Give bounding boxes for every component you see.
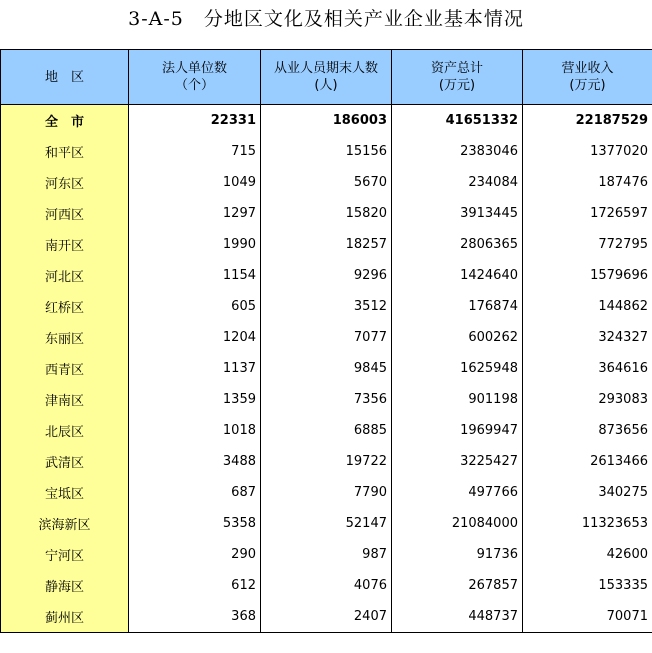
legal-units-cell: 612 [129, 570, 261, 601]
table-row [1, 198, 652, 229]
table-row [1, 322, 652, 353]
employees-cell: 15820 [261, 198, 392, 229]
total-assets-cell: 3913445 [392, 198, 523, 229]
header-revenue [523, 50, 652, 105]
region-cell: 蓟州区 [1, 601, 129, 633]
revenue-cell: 22187529 [523, 105, 652, 137]
legal-units-cell: 1204 [129, 322, 261, 353]
revenue-cell: 144862 [523, 291, 652, 322]
revenue-cell: 42600 [523, 539, 652, 570]
region-cell: 河西区 [1, 198, 129, 229]
region-cell: 津南区 [1, 384, 129, 415]
region-cell: 全 市 [1, 105, 129, 137]
total-assets-cell: 41651332 [392, 105, 523, 137]
region-cell: 宁河区 [1, 539, 129, 570]
total-assets-cell: 3225427 [392, 446, 523, 477]
revenue-cell: 324327 [523, 322, 652, 353]
employees-cell: 18257 [261, 229, 392, 260]
total-assets-cell: 1625948 [392, 353, 523, 384]
header-unit: (万元) [569, 78, 606, 93]
total-assets-cell: 267857 [392, 570, 523, 601]
legal-units-cell: 1154 [129, 260, 261, 291]
table-row [1, 601, 652, 633]
region-cell: 红桥区 [1, 291, 129, 322]
table-header [1, 50, 652, 105]
header-label: 从业人员期末人数 [273, 61, 378, 76]
employees-cell: 19722 [261, 446, 392, 477]
header-total-assets [392, 50, 523, 105]
region-cell: 河东区 [1, 167, 129, 198]
employees-cell: 52147 [261, 508, 392, 539]
table-row [1, 477, 652, 508]
legal-units-cell: 1990 [129, 229, 261, 260]
region-cell: 和平区 [1, 136, 129, 167]
region-cell: 宝坻区 [1, 477, 129, 508]
legal-units-cell: 1049 [129, 167, 261, 198]
legal-units-cell: 715 [129, 136, 261, 167]
legal-units-cell: 290 [129, 539, 261, 570]
employees-cell: 9296 [261, 260, 392, 291]
table-row [1, 260, 652, 291]
total-assets-cell: 2383046 [392, 136, 523, 167]
legal-units-cell: 3488 [129, 446, 261, 477]
revenue-cell: 873656 [523, 415, 652, 446]
employees-cell: 4076 [261, 570, 392, 601]
legal-units-cell: 1297 [129, 198, 261, 229]
revenue-cell: 70071 [523, 601, 652, 633]
header-unit: （个） [174, 78, 214, 93]
header-row [1, 50, 652, 105]
region-cell: 东丽区 [1, 322, 129, 353]
employees-cell: 2407 [261, 601, 392, 633]
revenue-cell: 1726597 [523, 198, 652, 229]
table-row [1, 229, 652, 260]
region-cell: 北辰区 [1, 415, 129, 446]
table-row [1, 415, 652, 446]
total-assets-cell: 91736 [392, 539, 523, 570]
total-assets-cell: 497766 [392, 477, 523, 508]
legal-units-cell: 368 [129, 601, 261, 633]
header-label: 营业收入 [561, 61, 614, 76]
region-cell: 武清区 [1, 446, 129, 477]
legal-units-cell: 1137 [129, 353, 261, 384]
revenue-cell: 11323653 [523, 508, 652, 539]
table-row [1, 291, 652, 322]
region-cell: 河北区 [1, 260, 129, 291]
table-row-total [1, 105, 652, 137]
table-row [1, 539, 652, 570]
region-cell: 静海区 [1, 570, 129, 601]
header-unit: (万元) [438, 78, 476, 93]
employees-cell: 7790 [261, 477, 392, 508]
table-row [1, 570, 652, 601]
region-cell: 滨海新区 [1, 508, 129, 539]
header-unit: (人) [314, 78, 338, 93]
table-row [1, 167, 652, 198]
revenue-cell: 364616 [523, 353, 652, 384]
table-row [1, 384, 652, 415]
header-label: 法人单位数 [161, 61, 227, 76]
employees-cell: 6885 [261, 415, 392, 446]
legal-units-cell: 1359 [129, 384, 261, 415]
total-assets-cell: 2806365 [392, 229, 523, 260]
employees-cell: 3512 [261, 291, 392, 322]
employees-cell: 5670 [261, 167, 392, 198]
employees-cell: 7356 [261, 384, 392, 415]
header-region [1, 50, 129, 105]
total-assets-cell: 1969947 [392, 415, 523, 446]
revenue-cell: 340275 [523, 477, 652, 508]
revenue-cell: 187476 [523, 167, 652, 198]
data-table [0, 49, 652, 633]
legal-units-cell: 22331 [129, 105, 261, 137]
header-label: 地 区 [44, 69, 84, 85]
revenue-cell: 1579696 [523, 260, 652, 291]
legal-units-cell: 1018 [129, 415, 261, 446]
table-row [1, 353, 652, 384]
revenue-cell: 153335 [523, 570, 652, 601]
employees-cell: 186003 [261, 105, 392, 137]
total-assets-cell: 176874 [392, 291, 523, 322]
table-row [1, 136, 652, 167]
employees-cell: 987 [261, 539, 392, 570]
table-row [1, 446, 652, 477]
total-assets-cell: 21084000 [392, 508, 523, 539]
header-label: 资产总计 [430, 61, 483, 76]
total-assets-cell: 448737 [392, 601, 523, 633]
region-cell: 南开区 [1, 229, 129, 260]
employees-cell: 9845 [261, 353, 392, 384]
total-assets-cell: 1424640 [392, 260, 523, 291]
table-row [1, 508, 652, 539]
header-employees [261, 50, 392, 105]
total-assets-cell: 600262 [392, 322, 523, 353]
total-assets-cell: 901198 [392, 384, 523, 415]
legal-units-cell: 605 [129, 291, 261, 322]
header-legal-units [129, 50, 261, 105]
employees-cell: 7077 [261, 322, 392, 353]
revenue-cell: 2613466 [523, 446, 652, 477]
revenue-cell: 772795 [523, 229, 652, 260]
revenue-cell: 293083 [523, 384, 652, 415]
employees-cell: 15156 [261, 136, 392, 167]
total-assets-cell: 234084 [392, 167, 523, 198]
revenue-cell: 1377020 [523, 136, 652, 167]
legal-units-cell: 5358 [129, 508, 261, 539]
legal-units-cell: 687 [129, 477, 261, 508]
page-title: 3-A-5 分地区文化及相关产业企业基本情况 [128, 8, 524, 30]
table-body [1, 105, 652, 633]
region-cell: 西青区 [1, 353, 129, 384]
